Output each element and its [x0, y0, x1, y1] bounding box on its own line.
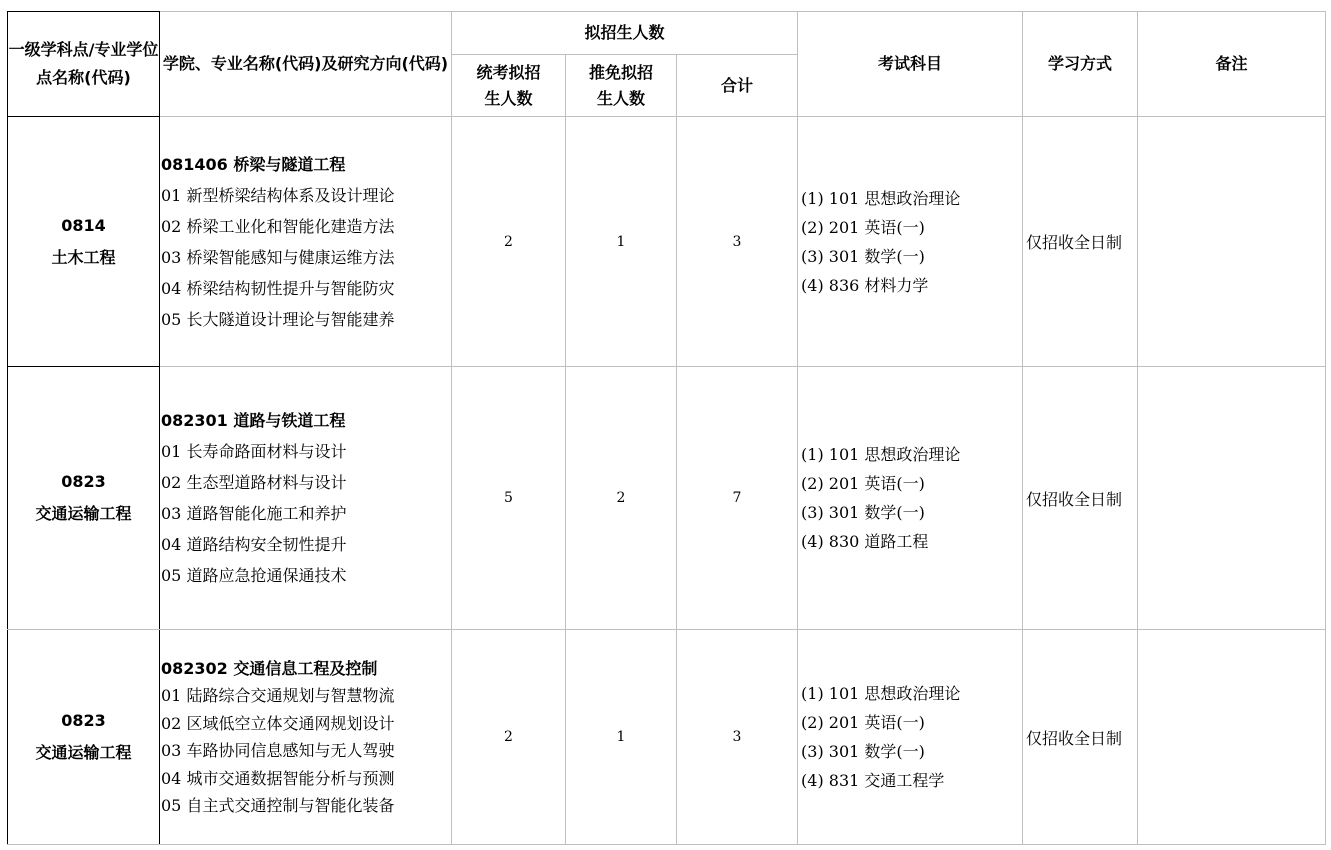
- exam-subject: (4) 831 交通工程学: [801, 771, 945, 790]
- table-row: [8, 367, 1326, 630]
- college-cell: [160, 367, 452, 630]
- notes-cell: [1138, 117, 1326, 367]
- exam-subjects-header: 考试科目: [798, 12, 1023, 117]
- discipline-cell: [8, 367, 160, 630]
- exam-subject: (4) 836 材料力学: [801, 275, 929, 295]
- study-mode-cell: 仅招收全日制: [1023, 367, 1138, 630]
- study-mode-cell: 仅招收全日制: [1023, 117, 1138, 367]
- research-direction: 04 城市交通数据智能分析与预测: [161, 768, 395, 788]
- unified-count: 2: [452, 630, 566, 845]
- exempt-count: 1: [566, 117, 677, 367]
- major-title: 082301 道路与铁道工程: [161, 411, 346, 430]
- discipline-cell: [8, 630, 160, 845]
- research-direction: 04 道路结构安全韧性提升: [161, 535, 347, 554]
- header-row-1: [8, 12, 1326, 55]
- exam-subject: (1) 101 思想政治理论: [801, 445, 961, 464]
- research-direction: 03 车路协同信息感知与无人驾驶: [161, 741, 395, 760]
- unified-exam-header: 统考拟招生人数: [452, 55, 566, 117]
- exempt-count: 1: [566, 630, 677, 845]
- exam-subject: (4) 830 道路工程: [801, 532, 929, 551]
- study-mode-cell: 仅招收全日制: [1023, 630, 1138, 845]
- study-mode-header: 学习方式: [1023, 12, 1138, 117]
- table-row: [8, 117, 1326, 367]
- total-count: 3: [677, 630, 798, 845]
- exempt-header: 推免拟招生人数: [566, 55, 677, 117]
- discipline-name: 交通运输工程: [35, 504, 132, 523]
- notes-cell: [1138, 630, 1326, 845]
- exam-subject: (2) 201 英语(一): [801, 713, 925, 732]
- notes-header: 备注: [1138, 12, 1326, 117]
- major-title: 081406 桥梁与隧道工程: [161, 154, 346, 174]
- exam-subject: (3) 301 数学(一): [801, 246, 925, 266]
- discipline-header: 一级学科点/专业学位点名称(代码): [8, 12, 160, 117]
- research-direction: 02 区域低空立体交通网规划设计: [161, 713, 395, 733]
- exam-subject: (1) 101 思想政治理论: [801, 188, 961, 208]
- exam-subject: (2) 201 英语(一): [801, 217, 925, 237]
- exam-subject: (3) 301 数学(一): [801, 503, 925, 522]
- college-cell: [160, 117, 452, 367]
- discipline-cell: [8, 117, 160, 367]
- discipline-name: 交通运输工程: [35, 743, 132, 762]
- research-direction: 01 陆路综合交通规划与智慧物流: [161, 686, 395, 705]
- total-count: 7: [677, 367, 798, 630]
- exam-subject: (1) 101 思想政治理论: [801, 684, 961, 703]
- exam-subjects-cell: [798, 630, 1023, 845]
- research-direction: 04 桥梁结构韧性提升与智能防灾: [161, 278, 395, 298]
- major-title: 082302 交通信息工程及控制: [161, 658, 378, 678]
- discipline-code: 0823: [61, 472, 106, 491]
- admissions-table: [7, 11, 1326, 845]
- discipline-name: 土木工程: [51, 247, 116, 267]
- discipline-code: 0814: [61, 215, 106, 235]
- exam-subject: (2) 201 英语(一): [801, 474, 925, 493]
- table-row: [8, 630, 1326, 845]
- exam-subjects-cell: [798, 117, 1023, 367]
- research-direction: 05 道路应急抢通保通技术: [161, 566, 347, 585]
- research-direction: 01 新型桥梁结构体系及设计理论: [161, 185, 395, 205]
- unified-count: 2: [452, 117, 566, 367]
- research-direction: 02 生态型道路材料与设计: [161, 473, 347, 492]
- research-direction: 03 桥梁智能感知与健康运维方法: [161, 247, 395, 267]
- planned-enrollment-header: 拟招生人数: [452, 12, 798, 55]
- college-cell: [160, 630, 452, 845]
- research-direction: 05 长大隧道设计理论与智能建养: [161, 309, 395, 329]
- exam-subject: (3) 301 数学(一): [801, 742, 925, 761]
- research-direction: 03 道路智能化施工和养护: [161, 504, 347, 523]
- research-direction: 05 自主式交通控制与智能化装备: [161, 796, 395, 815]
- exempt-count: 2: [566, 367, 677, 630]
- discipline-code: 0823: [61, 711, 106, 730]
- exam-subjects-cell: [798, 367, 1023, 630]
- total-header: 合计: [677, 55, 798, 117]
- college-header: 学院、专业名称(代码)及研究方向(代码): [160, 12, 452, 117]
- research-direction: 01 长寿命路面材料与设计: [161, 442, 347, 461]
- research-direction: 02 桥梁工业化和智能化建造方法: [161, 216, 395, 236]
- unified-count: 5: [452, 367, 566, 630]
- total-count: 3: [677, 117, 798, 367]
- notes-cell: [1138, 367, 1326, 630]
